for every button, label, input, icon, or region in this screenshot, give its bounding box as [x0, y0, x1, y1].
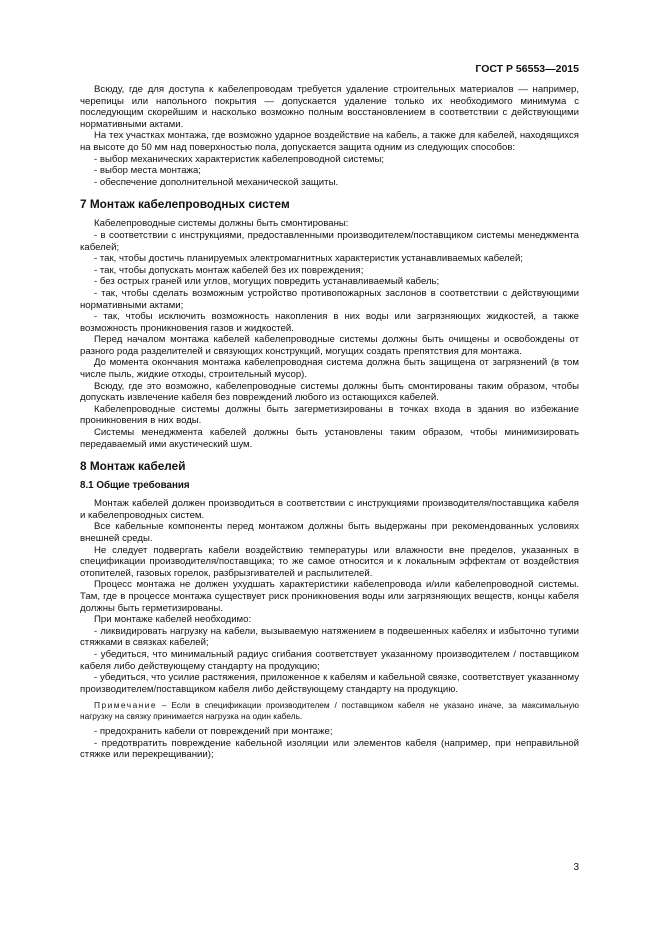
body-paragraph: Все кабельные компоненты перед монтажом должны быть выдержаны при рекомендованных условиях внешней среды.: [80, 521, 579, 544]
body-paragraph: При монтаже кабелей необходимо:: [94, 614, 252, 626]
page-number: 3: [573, 862, 579, 873]
list-item: - предохранить кабели от повреждений при монтаже;: [94, 726, 333, 738]
body-paragraph: Кабелепроводные системы должны быть загерметизированы в точках входа в здания во избежание проникновения в них воды.: [80, 403, 579, 427]
body-paragraph: Монтаж кабелей должен производиться в соответствии с инструкциями производителя/поставщика кабеля и кабелепроводных систем.: [80, 498, 579, 521]
body-paragraph: Перед началом монтажа кабелей кабелепроводные системы должны быть очищены и освобождены от разного рода разделителей и связующих конструкций, могущих создать препятствия для монтажа.: [80, 334, 579, 357]
page-content: [80, 84, 579, 761]
note: [80, 700, 579, 721]
list-item: - так, чтобы допускать монтаж кабелей без их повреждения;: [94, 264, 364, 276]
list-item: - ликвидировать нагрузку на кабели, вызываемую натяжением в подвешенных кабелях и избыточно тугими стяжками в связках кабелей;: [80, 625, 579, 649]
list-item: - так, чтобы исключить возможность накопления в них воды или загрязняющих жидкостей, а также возможность проникновения газов и жидкостей.: [80, 311, 579, 334]
list-item: - обеспечение дополнительной механической защиты.: [94, 176, 339, 188]
intro-paragraph: На тех участках монтажа, где возможно ударное воздействие на кабель, а также для кабелей, находящихся на высоте до 50 мм над поверхностью пола, допускается защита одним из следующих способов:: [80, 130, 579, 153]
list-item: - выбор механических характеристик кабелепроводной системы;: [94, 153, 385, 165]
subsection-8-1-heading: 8.1 Общие требования: [80, 480, 190, 492]
body-paragraph: Всюду, где это возможно, кабелепроводные системы должны быть смонтированы таким образом, чтобы допускать извлечение кабеля без повреждений любого из остающихся кабелей.: [80, 380, 579, 404]
note-text: – Если в спецификации производителем / поставщиком кабеля не указано иначе, за максимальную нагрузку на связку принимается нагрузка на один кабель.: [80, 700, 579, 721]
section-7-heading: 7 Монтаж кабелепроводных систем: [80, 197, 290, 212]
list-item: - в соответствии с инструкциями, предоставленными производителем/поставщиком системы менеджмента кабелей;: [80, 229, 579, 253]
list-item: - предотвратить повреждение кабельной изоляции или элементов кабеля (например, при неправильной стяжке или перекрещивании);: [80, 737, 579, 761]
list-item: - убедиться, что усилие растяжения, приложенное к кабелям и кабельной связке, соответствует указанному производителем/поставщиком кабеля либо действующему стандарту на продукцию.: [80, 672, 579, 695]
body-paragraph: Системы менеджмента кабелей должны быть установлены таким образом, чтобы минимизировать передаваемый ими акустический шум.: [80, 427, 579, 450]
note-label: Примечание: [94, 700, 158, 711]
body-paragraph: До момента окончания монтажа кабелепроводная система должна быть защищена от загрязнений (в том числе пыль, жидкие отходы, строительный мусор).: [80, 357, 579, 381]
standard-header: ГОСТ Р 56553—2015: [475, 63, 579, 75]
list-item: - так, чтобы достичь планируемых электромагнитных характеристик устанавливаемых кабелей;: [94, 253, 523, 265]
list-item: - выбор места монтажа;: [94, 165, 201, 177]
list-item: - так, чтобы сделать возможным устройство противопожарных заслонов в соответствии с действующими нормативными актами;: [80, 287, 579, 311]
section-7-lead: Кабелепроводные системы должны быть смонтированы:: [94, 218, 349, 230]
section-8-heading: 8 Монтаж кабелей: [80, 459, 186, 474]
list-item: - убедиться, что минимальный радиус сгибания соответствует указанному производителем / поставщиком кабеля либо действующему стандарту на продукцию;: [80, 648, 579, 672]
body-paragraph: Не следует подвергать кабели воздействию температуры или влажности вне пределов, указанных в спецификации производителя/поставщика; то же самое относится и к локальным эффектам от воздействия отопителей, газовых горелок, разбрызгивателей и распылителей.: [80, 544, 579, 579]
body-paragraph: Процесс монтажа не должен ухудшать характеристики кабелепровода и/или кабелепроводной системы. Там, где в процессе монтажа существует риск проникновения воды или загрязняющих веществ, концы кабеля должны быть герметизированы.: [80, 579, 579, 614]
list-item: - без острых граней или углов, могущих повредить устанавливаемый кабель;: [94, 276, 440, 288]
intro-paragraph: Всюду, где для доступа к кабелепроводам требуется удаление строительных материалов — например, черепицы или напольного покрытия — допускается удаление только их необходимого минимума с последующим скорейшим и насколько возможно полным восстановлением в соответствии с действующими нормативными актами.: [80, 84, 579, 130]
